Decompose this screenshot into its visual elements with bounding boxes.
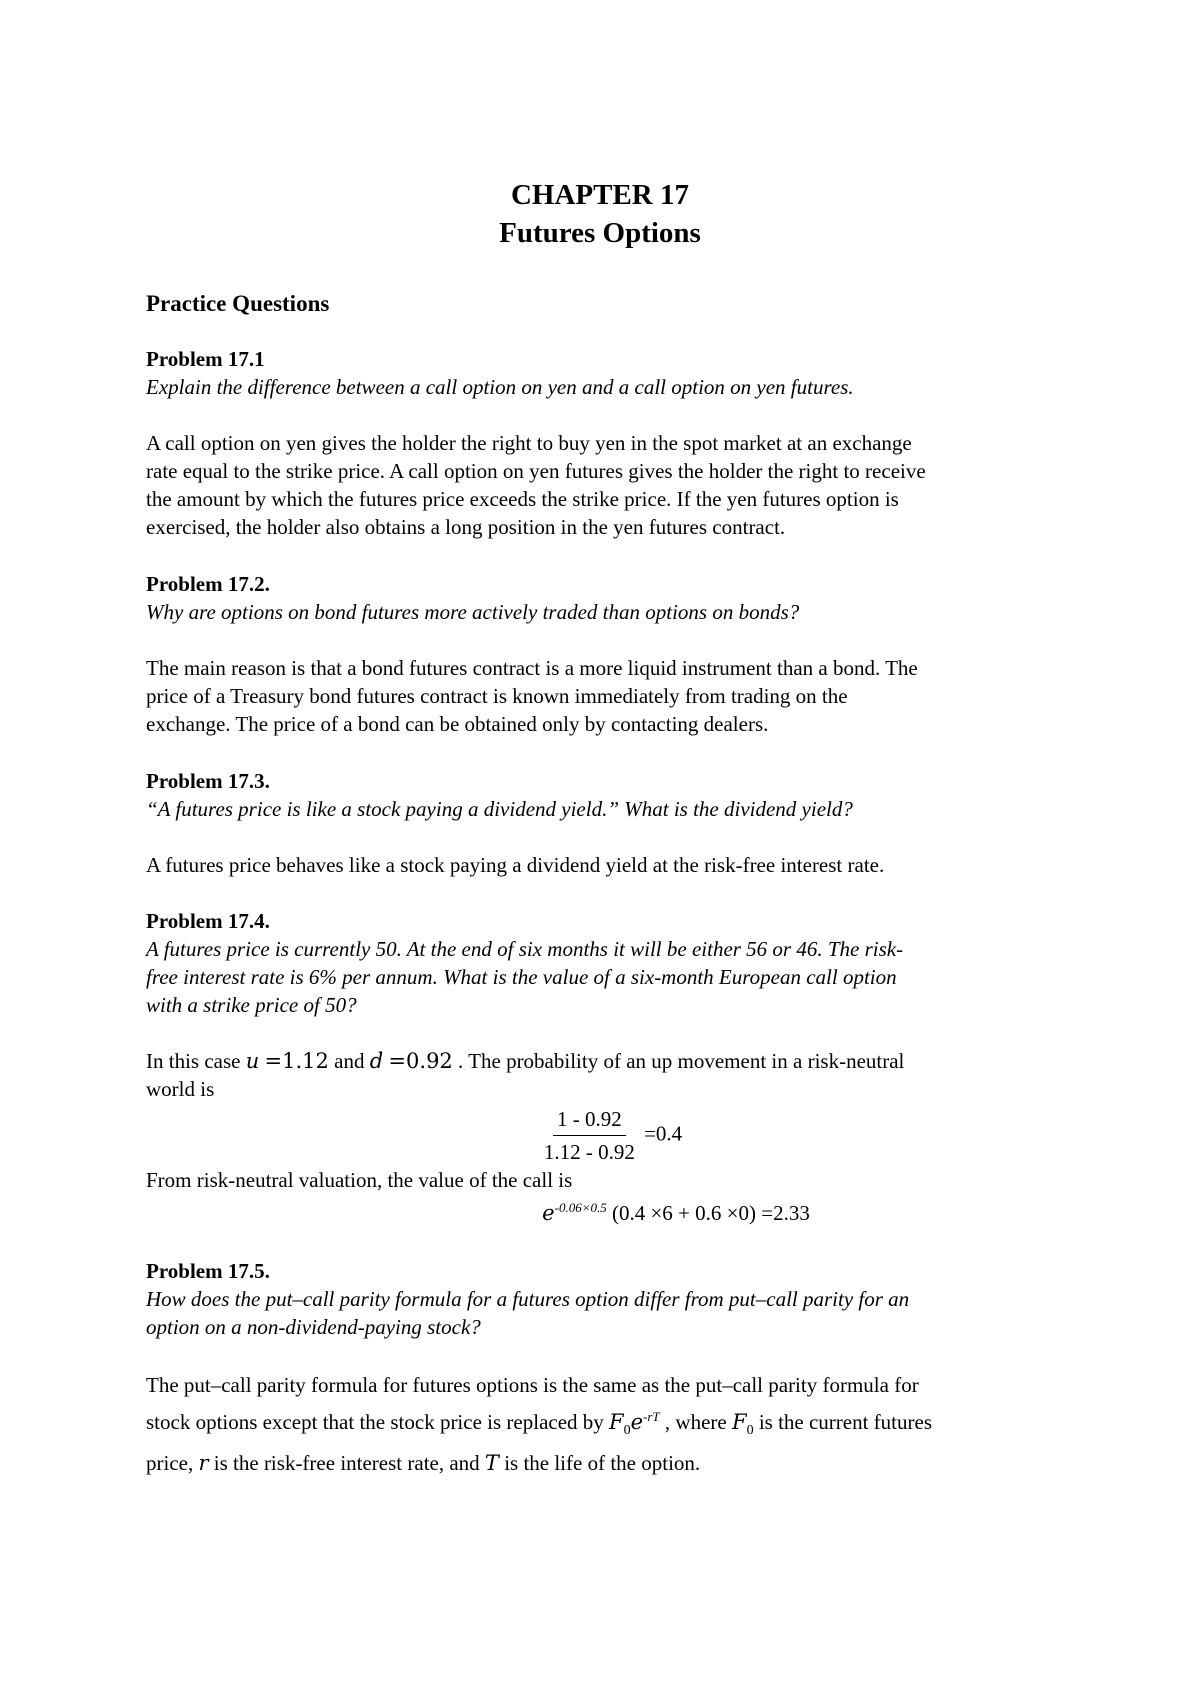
variable-F: F: [609, 1410, 624, 1434]
exp-e: e: [630, 1410, 644, 1434]
problem-question: Explain the difference between a call option on yen and a call option on yen futures.: [146, 375, 854, 399]
problem-17-4: [146, 907, 1076, 1227]
fraction-denominator: 1.12 - 0.92: [543, 1140, 635, 1164]
u-value: 1.12: [282, 1049, 329, 1073]
problem-17-3: [146, 767, 1076, 879]
subscript-zero: 0: [623, 1423, 631, 1439]
problem-title: Problem 17.1: [146, 347, 265, 371]
subscript-zero: 0: [746, 1423, 754, 1439]
problem-question: [146, 935, 1076, 1019]
answer-line: [146, 1047, 1076, 1075]
fraction-numerator: 1 - 0.92: [553, 1105, 626, 1136]
question-line: How does the put–call parity formula for a futures option differ from put–call parity for an: [146, 1287, 910, 1311]
answer-line: world is: [146, 1077, 215, 1101]
answer-text: , where: [659, 1410, 732, 1434]
variable-T: T: [484, 1451, 499, 1476]
problem-17-5: [146, 1257, 1076, 1479]
equals-sign: =: [264, 1049, 283, 1073]
fraction: [540, 1105, 639, 1166]
exp-base: e: [542, 1201, 555, 1225]
exp-body: (0.4 ×6 + 0.6 ×0) =2.33: [611, 1201, 810, 1225]
answer-line: exchange. The price of a bond can be obtained only by contacting dealers.: [146, 712, 769, 736]
answer-line: the amount by which the futures price exceeds the strike price. If the yen futures option is: [146, 487, 899, 511]
problem-question: “A futures price is like a stock paying a dividend yield.” What is the dividend yield?: [146, 797, 853, 821]
problem-answer: [146, 851, 1076, 879]
exp-power: -0.06×0.5: [554, 1200, 607, 1215]
answer-line: A call option on yen gives the holder the right to buy yen in the spot market at an exchange: [146, 431, 912, 455]
problem-question: Why are options on bond futures more actively traded than options on bonds?: [146, 600, 800, 624]
variable-r: r: [198, 1451, 209, 1476]
chapter-heading: [0, 176, 1200, 252]
answer-line: The main reason is that a bond futures contract is a more liquid instrument than a bond. The: [146, 656, 918, 680]
problem-answer: [146, 429, 1076, 541]
answer-line: price of a Treasury bond futures contract is known immediately from trading on the: [146, 684, 848, 708]
answer-line: [146, 1401, 1076, 1447]
variable-F: F: [731, 1410, 747, 1434]
answer-text: and: [328, 1049, 370, 1073]
question-line: A futures price is currently 50. At the end of six months it will be either 56 or 46. The risk-: [146, 937, 904, 961]
probability-equation: [146, 1105, 1076, 1166]
answer-line: rate equal to the strike price. A call option on yen futures gives the holder the right to receive: [146, 459, 926, 483]
answer-text: stock options except that the stock price is replaced by: [146, 1410, 610, 1434]
answer-line: A futures price behaves like a stock paying a dividend yield at the risk-free interest rate.: [146, 853, 885, 877]
chapter-title: Futures Options: [499, 217, 701, 249]
answer-text: is the current futures: [753, 1410, 933, 1434]
valuation-equation: [146, 1194, 1076, 1227]
question-line: free interest rate is 6% per annum. What is the value of a six-month European call option: [146, 965, 897, 989]
problem-answer: [146, 1369, 1076, 1479]
d-value: 0.92: [406, 1049, 453, 1073]
problem-title: Problem 17.5.: [146, 1259, 270, 1283]
problem-17-2: [146, 570, 1076, 738]
problem-question: [146, 1285, 1076, 1341]
variable-d: d: [369, 1049, 384, 1073]
question-line: option on a non-dividend-paying stock?: [146, 1315, 481, 1339]
answer-line: The put–call parity formula for futures options is the same as the put–call parity formula for: [146, 1373, 919, 1397]
question-line: with a strike price of 50?: [146, 993, 357, 1017]
problem-title: Problem 17.4.: [146, 909, 270, 933]
problem-title: Problem 17.3.: [146, 769, 270, 793]
answer-text: is the life of the option.: [498, 1451, 701, 1476]
exp-minus-rT: -rT: [643, 1409, 660, 1424]
chapter-number: CHAPTER 17: [510, 179, 690, 211]
answer-line: From risk-neutral valuation, the value of the call is: [146, 1168, 573, 1192]
equals-sign: =: [388, 1049, 407, 1073]
problem-17-1: [146, 345, 1076, 541]
fraction-result: =0.4: [644, 1121, 683, 1146]
answer-text: is the risk-free interest rate, and: [208, 1451, 485, 1476]
problem-answer: [146, 654, 1076, 738]
variable-u: u: [245, 1049, 260, 1073]
answer-line: exercised, the holder also obtains a long position in the yen futures contract.: [146, 515, 786, 539]
answer-text: In this case: [146, 1049, 246, 1073]
problem-answer: [146, 1047, 1076, 1227]
answer-text: price,: [146, 1451, 199, 1476]
problem-title: Problem 17.2.: [146, 572, 270, 596]
answer-line: [146, 1447, 1076, 1479]
section-heading: Practice Questions: [146, 291, 330, 316]
answer-text: . The probability of an up movement in a risk-neutral: [458, 1049, 905, 1073]
